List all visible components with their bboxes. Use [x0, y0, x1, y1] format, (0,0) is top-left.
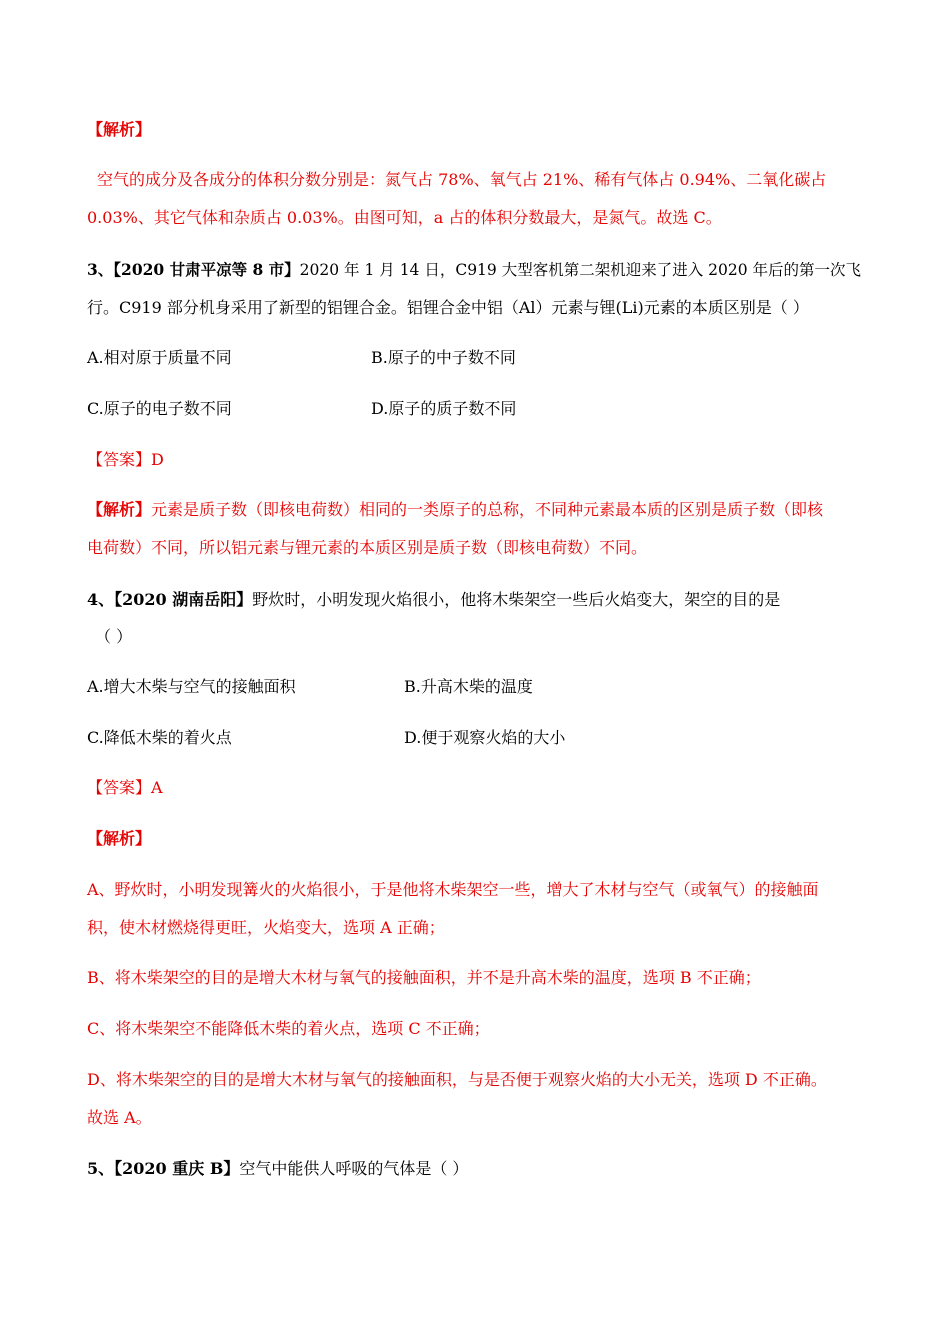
q3-source: 【2020 甘肃平凉等 8 市】 [113, 260, 300, 279]
q4-source: 【2020 湖南岳阳】 [114, 590, 253, 609]
q3-stem-text: 2020 年 1 月 14 日，C919 大型客机第二架机迎来了进入 2020 年后的第一次飞 [299, 261, 862, 279]
q4-answer: 【答案】A [87, 778, 163, 797]
q3-number: 3、 [87, 260, 114, 279]
q4-analysis-d: D、将木柴架空的目的是增大木材与氧气的接触面积，与是否便于观察火焰的大小无关，选项 D 不正确。 [87, 1070, 827, 1089]
q4-analysis-a-line2: 积，使木材燃烧得更旺，火焰变大，选项 A 正确； [87, 918, 445, 937]
q4-option-c: C.降低木柴的着火点 [87, 728, 232, 747]
q4-analysis-b: B、将木柴架空的目的是增大木材与氧气的接触面积，并不是升高木柴的温度，选项 B 不正确； [87, 968, 761, 987]
q5-stem-text: 空气中能供人呼吸的气体是（ ） [239, 1159, 469, 1178]
q3-analysis-text: 元素是质子数（即核电荷数）相同的一类原子的总称，不同种元素最本质的区别是质子数（即核 [151, 500, 824, 519]
q5-source: 【2020 重庆 B】 [114, 1159, 240, 1178]
q4-option-d: D.便于观察火焰的大小 [404, 728, 566, 747]
q3-option-c: C.原子的电子数不同 [87, 399, 232, 418]
q2-analysis-line2: 0.03%、其它气体和杂质占 0.03%。由图可知，a 占的体积分数最大，是氮气。故选 C。 [87, 208, 722, 227]
q5-stem [87, 1159, 468, 1179]
q4-analysis-c: C、将木柴架空不能降低木柴的着火点，选项 C 不正确； [87, 1019, 490, 1038]
q3-analysis-line2: 电荷数）不同，所以铝元素与锂元素的本质区别是质子数（即核电荷数）不同。 [87, 538, 648, 557]
q4-analysis-conclusion: 故选 A。 [87, 1108, 152, 1127]
q2-analysis-line1: 空气的成分及各成分的体积分数分别是：氮气占 78%、氧气占 21%、稀有气体占 0.94%、二氧化碳占 [97, 170, 827, 189]
q2-analysis-label: 【解析】 [87, 120, 152, 139]
q4-option-a: A.增大木柴与空气的接触面积 [87, 677, 296, 696]
q3-answer: 【答案】D [87, 450, 164, 469]
q3-option-b: B.原子的中子数不同 [371, 348, 516, 367]
q4-option-b: B.升高木柴的温度 [404, 677, 533, 696]
q3-analysis-line1 [87, 500, 823, 520]
q3-option-a: A.相对原于质量不同 [87, 348, 232, 367]
q4-stem-text: 野炊时，小明发现火焰很小，他将木柴架空一些后火焰变大，架空的目的是 [252, 590, 781, 609]
q3-stem-line2: 行。C919 部分机身采用了新型的铝锂合金。铝锂合金中铝（Al）元素与锂(Li)元素的本质区别是（ ） [87, 298, 809, 317]
q4-number: 4、 [87, 590, 115, 609]
q4-stem-line2: （ ） [95, 627, 133, 646]
q4-analysis-label: 【解析】 [87, 829, 152, 848]
q5-number: 5、 [87, 1159, 115, 1178]
q3-analysis-label: 【解析】 [87, 500, 152, 519]
q3-option-d: D.原子的质子数不同 [371, 399, 517, 418]
q3-stem-line1 [87, 260, 861, 280]
q4-stem-line1 [87, 590, 780, 610]
q4-analysis-a-line1: A、野炊时，小明发现篝火的火焰很小，于是他将木柴架空一些，增大了木材与空气（或氧气）的接触面 [87, 880, 819, 899]
